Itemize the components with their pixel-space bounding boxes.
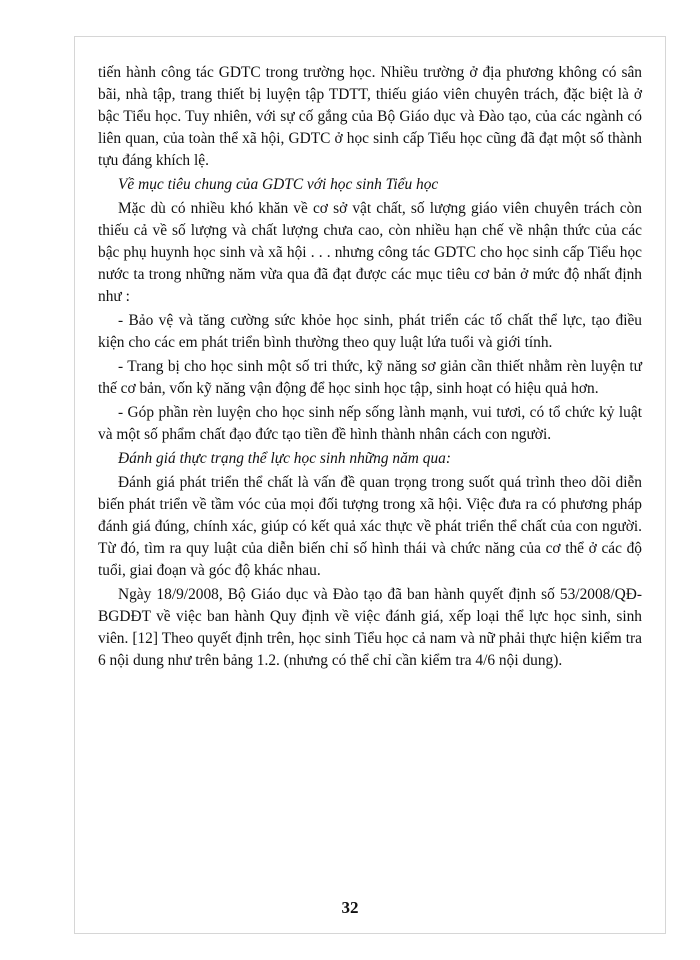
document-body: [98, 62, 642, 674]
section-heading-assessment: Đánh giá thực trạng thể lực học sinh những năm qua:: [118, 450, 451, 467]
page-number: 32: [341, 898, 359, 917]
section-heading-goals: Về mục tiêu chung của GDTC với học sinh Tiểu học: [118, 176, 439, 193]
paragraph-regulation: Ngày 18/9/2008, Bộ Giáo dục và Đào tạo đã ban hành quyết định số 53/2008/QĐ-BGDĐT về việc ban hành Quy định về việc đánh giá, xếp loại thể lực học sinh, sinh viên. [12] Theo quyết định trên, học sinh Tiểu học cả nam và nữ phải thực hiện kiểm tra 6 nội dung như trên bảng 1.2. (nhưng có thể chỉ cần kiểm tra 4/6 nội dung).: [98, 586, 642, 669]
list-item-discipline: - Góp phần rèn luyện cho học sinh nếp sống lành mạnh, vui tươi, có tổ chức kỷ luật và một số phẩm chất đạo đức tạo tiền đề hình thành nhân cách con người.: [98, 404, 642, 443]
paragraph-assessment: Đánh giá phát triển thể chất là vấn đề quan trọng trong suốt quá trình theo dõi diễn biến phát triển về tầm vóc của mọi đối tượng trong xã hội. Việc đưa ra có phương pháp đánh giá đúng, chính xác, giúp có kết quả xác thực về phát triển thể chất của con người. Từ đó, tìm ra quy luật của diễn biến chỉ số hình thái và chức năng của cơ thể ở các độ tuổi, giai đoạn và góc độ khác nhau.: [98, 474, 642, 579]
paragraph-goals: Mặc dù có nhiều khó khăn về cơ sở vật chất, số lượng giáo viên chuyên trách còn thiếu cả về số lượng và chất lượng chưa cao, còn nhiều hạn chế về nhận thức của các bậc phụ huynh học sinh và xã hội . . . nhưng công tác GDTC cho học sinh cấp Tiểu học nước ta trong những năm vừa qua đã đạt được các mục tiêu cơ bản ở mức độ nhất định như :: [98, 200, 642, 305]
list-item-health: - Bảo vệ và tăng cường sức khỏe học sinh, phát triển các tố chất thể lực, tạo điều kiện cho các em phát triển bình thường theo quy luật lứa tuổi và giới tính.: [98, 312, 642, 351]
list-item-skills: - Trang bị cho học sinh một số tri thức, kỹ năng sơ giản cần thiết nhằm rèn luyện tư thế cơ bản, vốn kỹ năng vận động để học sinh học tập, sinh hoạt có hiệu quả hơn.: [98, 358, 642, 397]
paragraph-intro: tiến hành công tác GDTC trong trường học. Nhiều trường ở địa phương không có sân bãi, nhà tập, trang thiết bị luyện tập TDTT, thiếu giáo viên chuyên trách, đặc biệt là ở bậc Tiểu học. Tuy nhiên, với sự cố gắng của Bộ Giáo dục và Đào tạo, của các ngành có liên quan, của toàn thể xã hội, GDTC ở học sinh cấp Tiểu học cũng đã đạt một số thành tựu đáng khích lệ.: [98, 64, 642, 169]
